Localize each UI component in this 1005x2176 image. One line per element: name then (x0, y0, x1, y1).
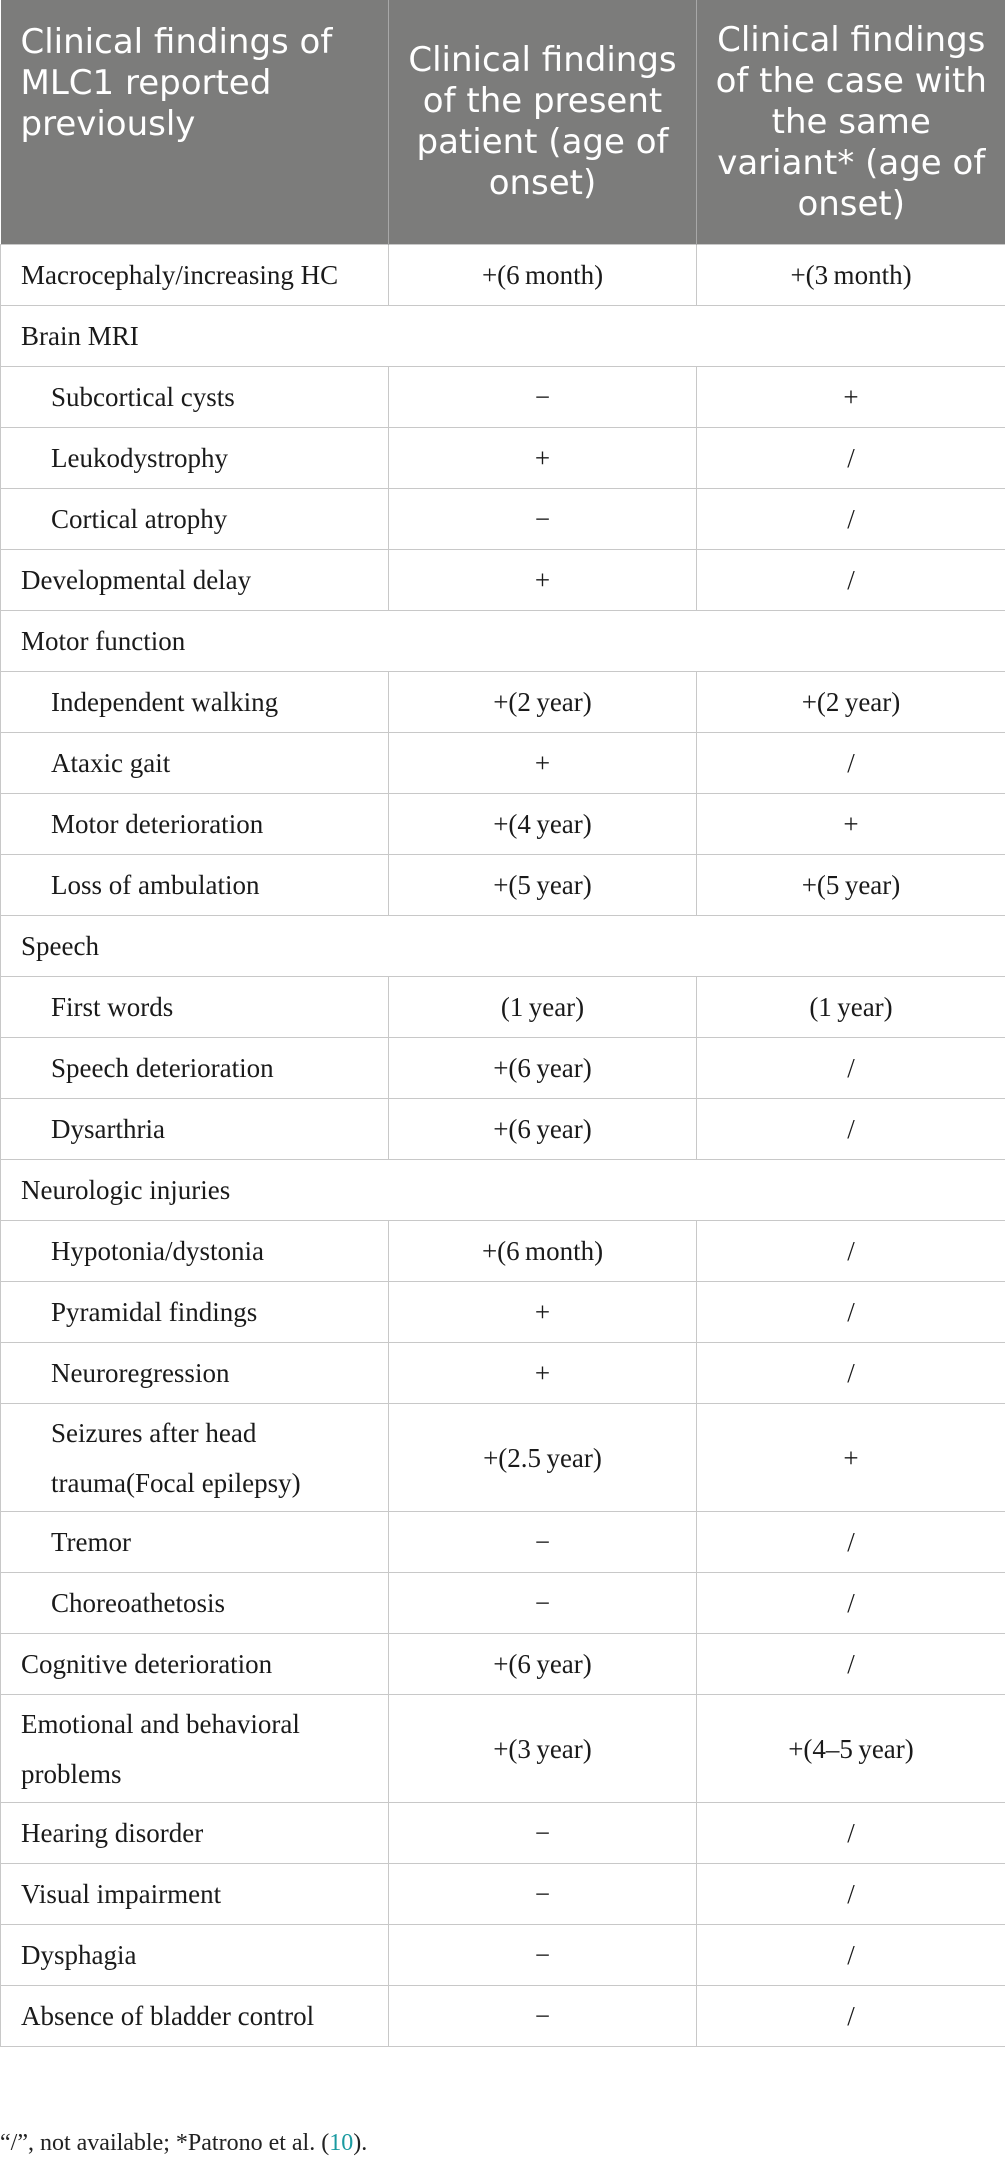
footnote-text-end: ). (353, 2130, 368, 2156)
present-patient-value: + (389, 1343, 697, 1404)
finding-label: Tremor (1, 1512, 389, 1573)
same-variant-value: +(4–5 year) (697, 1695, 1005, 1803)
present-patient-value: +(6 month) (389, 1221, 697, 1282)
present-patient-value: + (389, 428, 697, 489)
table-row (1, 672, 1005, 733)
present-patient-value: + (389, 1282, 697, 1343)
present-patient-value: − (389, 1864, 697, 1925)
present-patient-value: +(4 year) (389, 794, 697, 855)
present-patient-value: − (389, 1512, 697, 1573)
table-row (1, 1099, 1005, 1160)
same-variant-value: / (697, 1573, 1005, 1634)
table-row (1, 1512, 1005, 1573)
finding-label: Ataxic gait (1, 733, 389, 794)
same-variant-value: / (697, 1864, 1005, 1925)
same-variant-value: / (697, 1925, 1005, 1986)
same-variant-value: / (697, 1803, 1005, 1864)
same-variant-value: / (697, 733, 1005, 794)
same-variant-value: + (697, 1404, 1005, 1512)
same-variant-value: / (697, 1221, 1005, 1282)
present-patient-value: (1 year) (389, 977, 697, 1038)
finding-label: Neuroregression (1, 1343, 389, 1404)
same-variant-value: / (697, 1986, 1005, 2047)
present-patient-value: +(2.5 year) (389, 1404, 697, 1512)
finding-label: Subcortical cysts (1, 367, 389, 428)
finding-label: Choreoathetosis (1, 1573, 389, 1634)
finding-label: Loss of ambulation (1, 855, 389, 916)
section-label: Speech (1, 916, 1005, 977)
same-variant-value: +(2 year) (697, 672, 1005, 733)
table-row (1, 550, 1005, 611)
finding-label: Speech deterioration (1, 1038, 389, 1099)
table-row (1, 1343, 1005, 1404)
finding-label: Cognitive deterioration (1, 1634, 389, 1695)
table-row (1, 1634, 1005, 1695)
table-row (1, 1803, 1005, 1864)
present-patient-value: +(2 year) (389, 672, 697, 733)
same-variant-value: / (697, 1512, 1005, 1573)
finding-label: Pyramidal findings (1, 1282, 389, 1343)
table-row (1, 1925, 1005, 1986)
present-patient-value: − (389, 1925, 697, 1986)
finding-label: Seizures after head trauma(Focal epilepsy) (1, 1404, 389, 1512)
reference-link[interactable]: 10 (329, 2130, 354, 2156)
same-variant-value: / (697, 1038, 1005, 1099)
footnote-text: “/”, not available; *Patrono et al. ( (0, 2130, 330, 2156)
present-patient-value: +(5 year) (389, 855, 697, 916)
table-row (1, 733, 1005, 794)
same-variant-value: / (697, 1343, 1005, 1404)
table-footnote (0, 2130, 367, 2157)
same-variant-value: / (697, 489, 1005, 550)
table-row (1, 977, 1005, 1038)
table-row (1, 1221, 1005, 1282)
same-variant-value: +(3 month) (697, 245, 1005, 306)
present-patient-value: − (389, 489, 697, 550)
finding-label: Hearing disorder (1, 1803, 389, 1864)
table-row (1, 1864, 1005, 1925)
same-variant-value: / (697, 550, 1005, 611)
table-row (1, 1695, 1005, 1803)
same-variant-value: / (697, 1634, 1005, 1695)
table-row (1, 428, 1005, 489)
finding-label: Leukodystrophy (1, 428, 389, 489)
table-row (1, 794, 1005, 855)
present-patient-value: − (389, 1573, 697, 1634)
present-patient-value: +(6 year) (389, 1634, 697, 1695)
same-variant-value: / (697, 428, 1005, 489)
table-row (1, 1986, 1005, 2047)
table-row (1, 1404, 1005, 1512)
table-row (1, 855, 1005, 916)
same-variant-value: +(5 year) (697, 855, 1005, 916)
same-variant-value: + (697, 794, 1005, 855)
header-previous-findings: Clinical findings of MLC1 reported previously (1, 0, 389, 245)
finding-label: Emotional and behavioral problems (1, 1695, 389, 1803)
section-row (1, 1160, 1005, 1221)
present-patient-value: − (389, 1803, 697, 1864)
table-header (1, 0, 1005, 245)
table-row (1, 367, 1005, 428)
present-patient-value: +(6 year) (389, 1038, 697, 1099)
present-patient-value: + (389, 550, 697, 611)
finding-label: Hypotonia/dystonia (1, 1221, 389, 1282)
same-variant-value: + (697, 367, 1005, 428)
finding-label: Dysarthria (1, 1099, 389, 1160)
table-row (1, 245, 1005, 306)
finding-label: Independent walking (1, 672, 389, 733)
table-row (1, 1282, 1005, 1343)
table-row (1, 1573, 1005, 1634)
finding-label: Developmental delay (1, 550, 389, 611)
present-patient-value: +(3 year) (389, 1695, 697, 1803)
finding-label: Absence of bladder control (1, 1986, 389, 2047)
present-patient-value: − (389, 367, 697, 428)
same-variant-value: / (697, 1099, 1005, 1160)
section-label: Brain MRI (1, 306, 1005, 367)
same-variant-value: / (697, 1282, 1005, 1343)
finding-label: Cortical atrophy (1, 489, 389, 550)
section-row (1, 306, 1005, 367)
table-body (1, 245, 1005, 2047)
same-variant-value: (1 year) (697, 977, 1005, 1038)
present-patient-value: + (389, 733, 697, 794)
finding-label: Visual impairment (1, 1864, 389, 1925)
present-patient-value: − (389, 1986, 697, 2047)
section-row (1, 611, 1005, 672)
header-same-variant-case: Clinical findings of the case with the same variant* (age of onset) (697, 0, 1005, 245)
finding-label: First words (1, 977, 389, 1038)
header-present-patient: Clinical findings of the present patient (age of onset) (389, 0, 697, 245)
section-label: Neurologic injuries (1, 1160, 1005, 1221)
header-row (1, 0, 1005, 245)
finding-label: Motor deterioration (1, 794, 389, 855)
table-row (1, 489, 1005, 550)
finding-label: Macrocephaly/increasing HC (1, 245, 389, 306)
table-row (1, 1038, 1005, 1099)
present-patient-value: +(6 year) (389, 1099, 697, 1160)
section-row (1, 916, 1005, 977)
finding-label: Dysphagia (1, 1925, 389, 1986)
present-patient-value: +(6 month) (389, 245, 697, 306)
section-label: Motor function (1, 611, 1005, 672)
